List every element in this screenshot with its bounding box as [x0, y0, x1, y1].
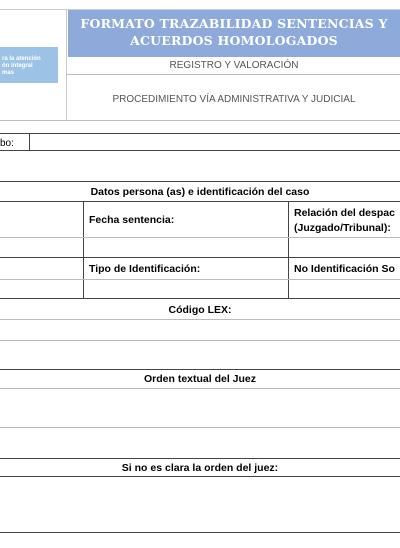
- relacion-despacho-label: Relación del despac (Juzgado/Tribunal):: [294, 207, 395, 234]
- form-title: FORMATO TRAZABILIDAD SENTENCIAS Y ACUERDOS HOMOLOGADOS: [68, 10, 400, 57]
- logo-text: ra la atención ón integral mas: [2, 56, 41, 76]
- header-bottom-line: [0, 120, 400, 121]
- row-line-15: [0, 476, 400, 477]
- subtitle: REGISTRO Y VALORACIÓN: [169, 60, 299, 71]
- row-line-1: [0, 133, 400, 134]
- col-divider-1: [83, 201, 84, 299]
- col-divider-2: [288, 201, 289, 299]
- row-line-5: [0, 237, 400, 238]
- row-line-8: [0, 298, 400, 299]
- no-identificacion-label: No Identificación So: [294, 263, 395, 275]
- row-line-10: [0, 340, 400, 341]
- row-line-2: [0, 150, 400, 151]
- fecha-sentencia-label: Fecha sentencia:: [89, 214, 175, 226]
- procedure-label: PROCEDIMIENTO VÍA ADMINISTRATIVA Y JUDICIAL: [112, 94, 356, 105]
- first-field-label: bo:: [0, 138, 14, 149]
- logo: [0, 47, 58, 83]
- row-line-3: [0, 181, 400, 182]
- row-line-9: [0, 319, 400, 320]
- row-line-12: [0, 388, 400, 389]
- row-line-11: [0, 369, 400, 370]
- si-no-clara-label: Si no es clara la orden del juez:: [121, 462, 279, 474]
- row-line-4: [0, 201, 400, 202]
- row-line-14: [0, 458, 400, 459]
- first-field-divider: [29, 133, 30, 150]
- title-left-border: [66, 9, 67, 120]
- row-line-13: [0, 427, 400, 428]
- row-line-6: [0, 257, 400, 258]
- row-line-16: [0, 532, 400, 533]
- orden-textual-label: Orden textual del Juez: [143, 373, 257, 385]
- codigo-lex-label: Código LEX:: [168, 304, 232, 316]
- section-case-header: Datos persona (as) e identificación del caso: [90, 186, 310, 198]
- row-line-7: [0, 279, 400, 280]
- subtitle-divider: [66, 74, 400, 75]
- tipo-identificacion-label: Tipo de Identificación:: [89, 263, 201, 275]
